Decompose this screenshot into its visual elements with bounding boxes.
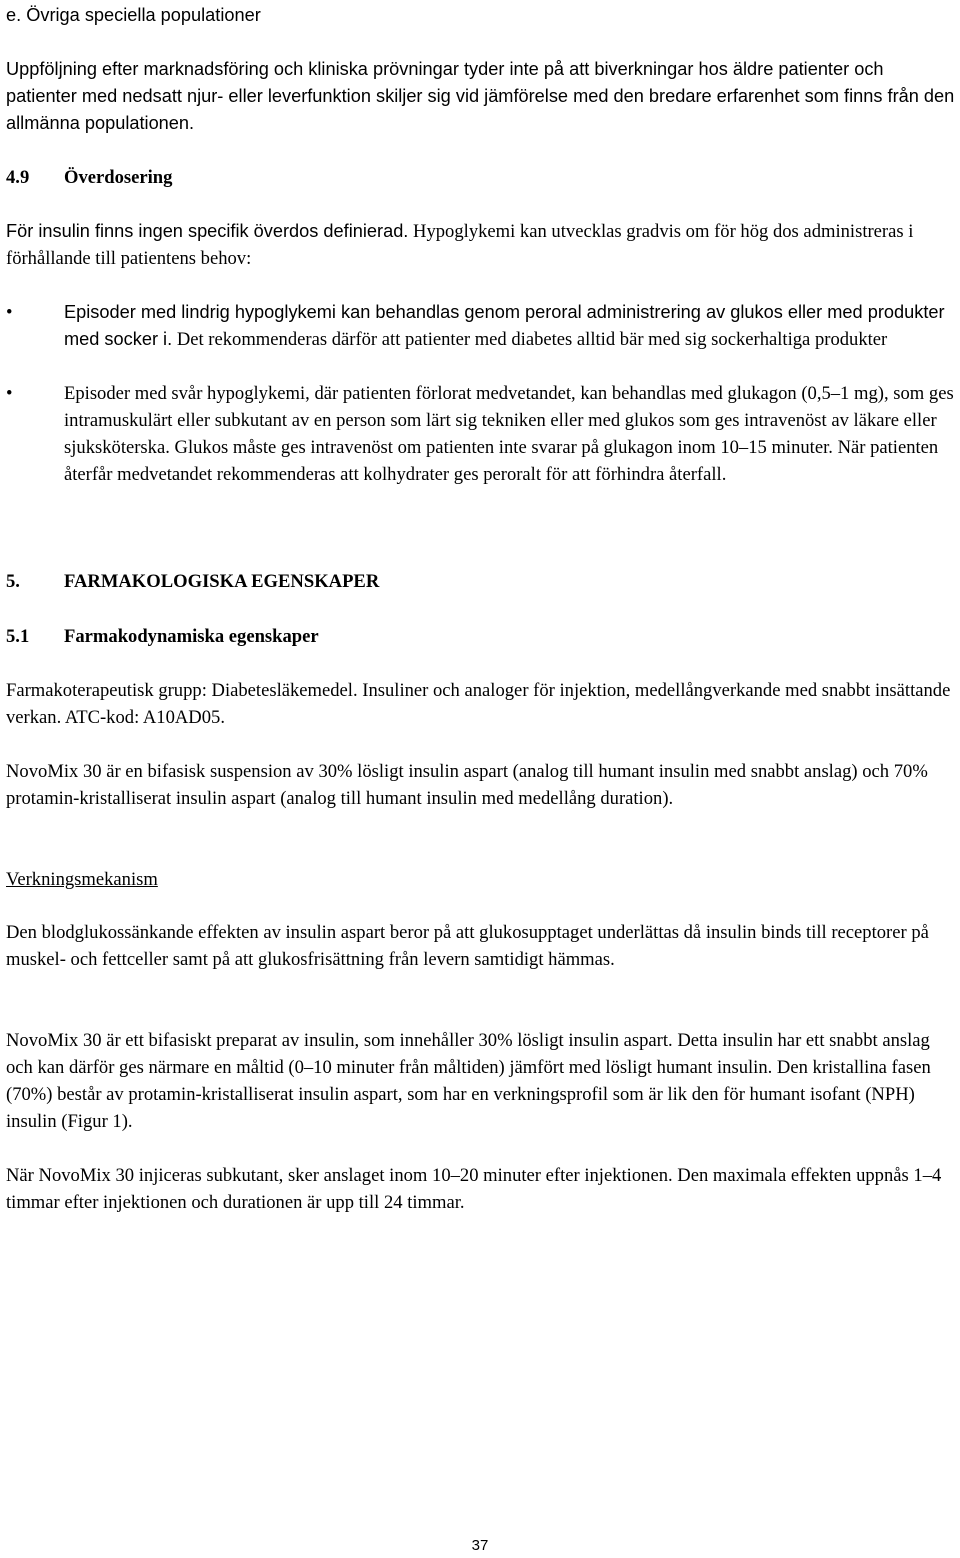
section-4-9-heading [6,164,956,191]
section-4-9-number: 4.9 [6,167,30,188]
section-4-9-intro-part1: För insulin finns ingen specifik överdos definierad. [6,221,409,241]
mechanism-paragraph: Den blodglukossänkande effekten av insulin aspart beror på att glukosupptaget underlättas då insulin binds till receptorer på muskel- och fettceller samt på att glukosfrisättning från levern samtidigt hämmas. [6,922,929,970]
section-4-9-intro-part2: Hypoglykemi kan utvecklas gradvis om för hög dos administreras i förhållande till patientens behov: [6,221,914,269]
bullet-text [64,299,956,353]
pharmacotherapeutic-group-paragraph: Farmakoterapeutisk grupp: Diabetesläkemedel. Insuliner och analoger för injektion, medellångverkande med snabbt insättande verkan. ATC-kod: A10AD05. [6,680,951,728]
section-5-1-number: 5.1 [6,626,30,647]
section-5-number: 5. [6,571,20,592]
section-e-body: Uppföljning efter marknadsföring och kliniska prövningar tyder inte på att biverkningar hos äldre patienter och patienter med nedsatt njur- eller leverfunktion skiljer sig vid jämförelse med den bredare erfarenhet som finns från den allmänna populationen. [6,59,955,133]
section-5-heading [6,568,956,595]
bullet-icon: • [6,383,13,404]
section-e-title: e. Övriga speciella populationer [6,5,261,25]
section-5-title: FARMAKOLOGISKA EGENSKAPER [64,571,380,592]
bullet-text-part1: Episoder med lindrig hypoglykemi kan behandlas genom peroral administrering av glukos eller med produkter med socker i. [64,302,945,349]
section-4-9-intro [6,218,956,272]
novomix-description-paragraph: NovoMix 30 är en bifasisk suspension av 30% lösligt insulin aspart (analog till humant insulin med snabbt anslag) och 70% protamin-kristalliserat insulin aspart (analog till humant insulin med medellång duration). [6,761,928,809]
section-5-1-heading [6,623,956,650]
biphasic-paragraph: NovoMix 30 är ett bifasiskt preparat av insulin, som innehåller 30% lösligt insulin aspart. Detta insulin har ett snabbt anslag och kan därför ges närmare en måltid (0–10 minuter från måltiden) jämfört med lösligt humant insulin. Den kristallina fasen (70%) består av protamin-kristalliserat insulin aspart, som har en verkningsprofil som är lik den för humant isofant (NPH) insulin (Figur 1). [6,1030,931,1132]
mechanism-heading: Verkningsmekanism [6,869,158,890]
section-5-1-title: Farmakodynamiska egenskaper [64,626,319,647]
bullet-text: Episoder med svår hypoglykemi, där patienten förlorat medvetandet, kan behandlas med glukagon (0,5–1 mg), som ges intramuskulärt eller subkutant av en person som lärt sig tekniken eller med glukos som ges intravenöst av läkare eller sjuksköterska. Glukos måste ges intravenöst om patienten inte svarar på glukagon inom 10–15 minuter. När patienten återfår medvetandet rekommenderas att kolhydrater ges peroralt för att förhindra återfall. [64,383,954,485]
section-4-9-title: Överdosering [64,167,173,188]
onset-paragraph: När NovoMix 30 injiceras subkutant, sker anslaget inom 10–20 minuter efter injektionen. Den maximala effekten uppnås 1–4 timmar efter injektionen och durationen är upp till 24 timmar. [6,1165,942,1213]
page-number: 37 [471,1537,489,1554]
bullet-icon: • [6,302,13,323]
bullet-text-part2: Det rekommenderas därför att patienter med diabetes alltid bär med sig sockerhaltiga produkter [176,329,888,350]
